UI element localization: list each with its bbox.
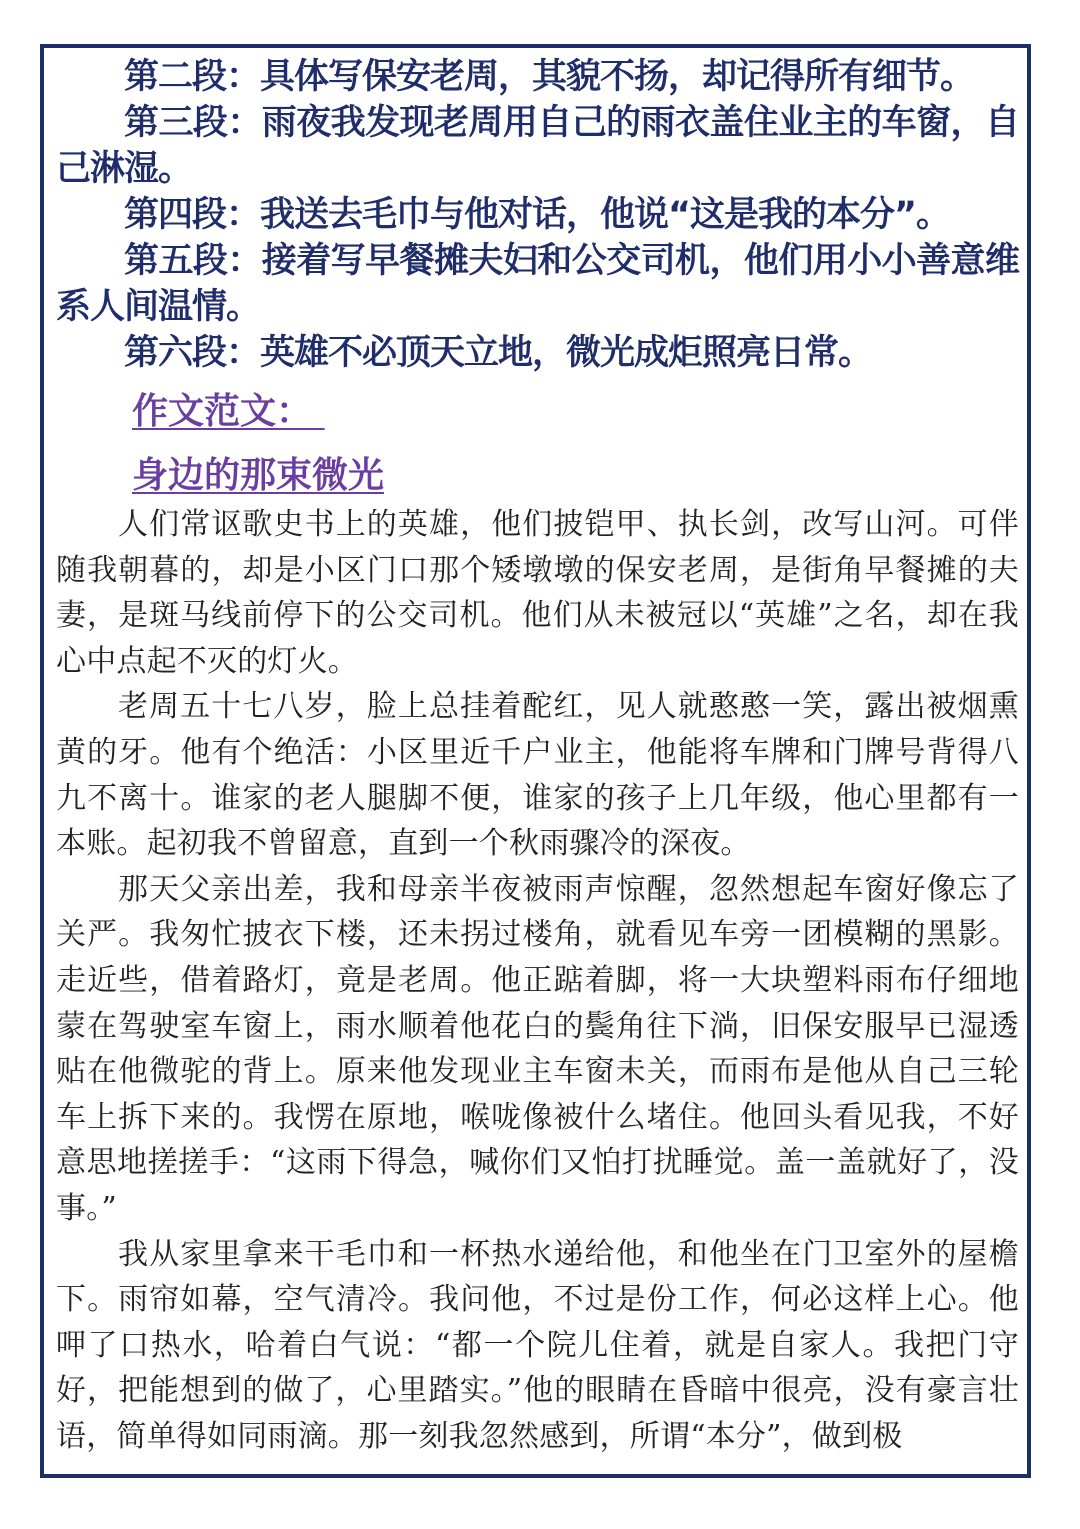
outline-paragraph-6: 第六段：英雄不必顶天立地，微光成炬照亮日常。 xyxy=(124,333,873,373)
essay-body xyxy=(56,502,1019,1459)
page-border-frame xyxy=(40,44,1031,1478)
essay-paragraph-4: 我从家里拿来干毛巾和一杯热水递给他，和他坐在门卫室外的屋檐下。雨帘如幕，空气清冷。我问他，不过是份工作，何必这样上心。他呷了口热水，哈着白气说：“都一个院儿住着，就是自家人。我把门守好，把能想到的做了，心里踏实。”他的眼睛在昏暗中很亮，没有豪言壮语，简单得如同雨滴。那一刻我忽然感到，所谓“本分”，做到极 xyxy=(56,1236,1019,1454)
outline-paragraph-3: 第三段：雨夜我发现老周用自己的雨衣盖住业主的车窗，自己淋湿。 xyxy=(56,103,1019,189)
outline-paragraph-5: 第五段：接着写早餐摊夫妇和公交司机，他们用小小善意维系人间温情。 xyxy=(56,241,1019,327)
essay-label-heading: 作文范文： xyxy=(132,391,325,432)
essay-paragraph-3: 那天父亲出差，我和母亲半夜被雨声惊醒，忽然想起车窗好像忘了关严。我匆忙披衣下楼，还未拐过楼角，就看见车旁一团模糊的黑影。走近些，借着路灯，竟是老周。他正踮着脚，将一大块塑料雨布仔细地蒙在驾驶室车窗上，雨水顺着他花白的鬓角往下淌，旧保安服早已湿透贴在他微驼的背上。原来他发现业主车窗未关，而雨布是他从自己三轮车上拆下来的。我愣在原地，喉咙像被什么堵住。他回头看见我，不好意思地搓搓手：“这雨下得急，喊你们又怕打扰睡觉。盖一盖就好了，没事。” xyxy=(56,871,1019,1226)
outline-paragraph-2: 第二段：具体写保安老周，其貌不扬，却记得所有细节。 xyxy=(124,57,975,97)
essay-outline xyxy=(56,54,1019,376)
page-content xyxy=(56,54,1019,1459)
essay-title: 身边的那束微光 xyxy=(132,455,385,496)
essay-paragraph-1: 人们常讴歌史书上的英雄，他们披铠甲、执长剑，改写山河。可伴随我朝暮的，却是小区门口那个矮墩墩的保安老周，是街角早餐摊的夫妻，是斑马线前停下的公交司机。他们从未被冠以“英雄”之名，却在我心中点起不灭的灯火。 xyxy=(56,507,1019,679)
essay-paragraph-2: 老周五十七八岁，脸上总挂着酡红，见人就憨憨一笑，露出被烟熏黄的牙。他有个绝活：小区里近千户业主，他能将车牌和门牌号背得八九不离十。谁家的老人腿脚不便，谁家的孩子上几年级，他心里都有一本账。起初我不曾留意，直到一个秋雨骤冷的深夜。 xyxy=(56,689,1019,862)
outline-paragraph-4: 第四段：我送去毛巾与他对话，他说“这是我的本分”。 xyxy=(124,195,951,235)
